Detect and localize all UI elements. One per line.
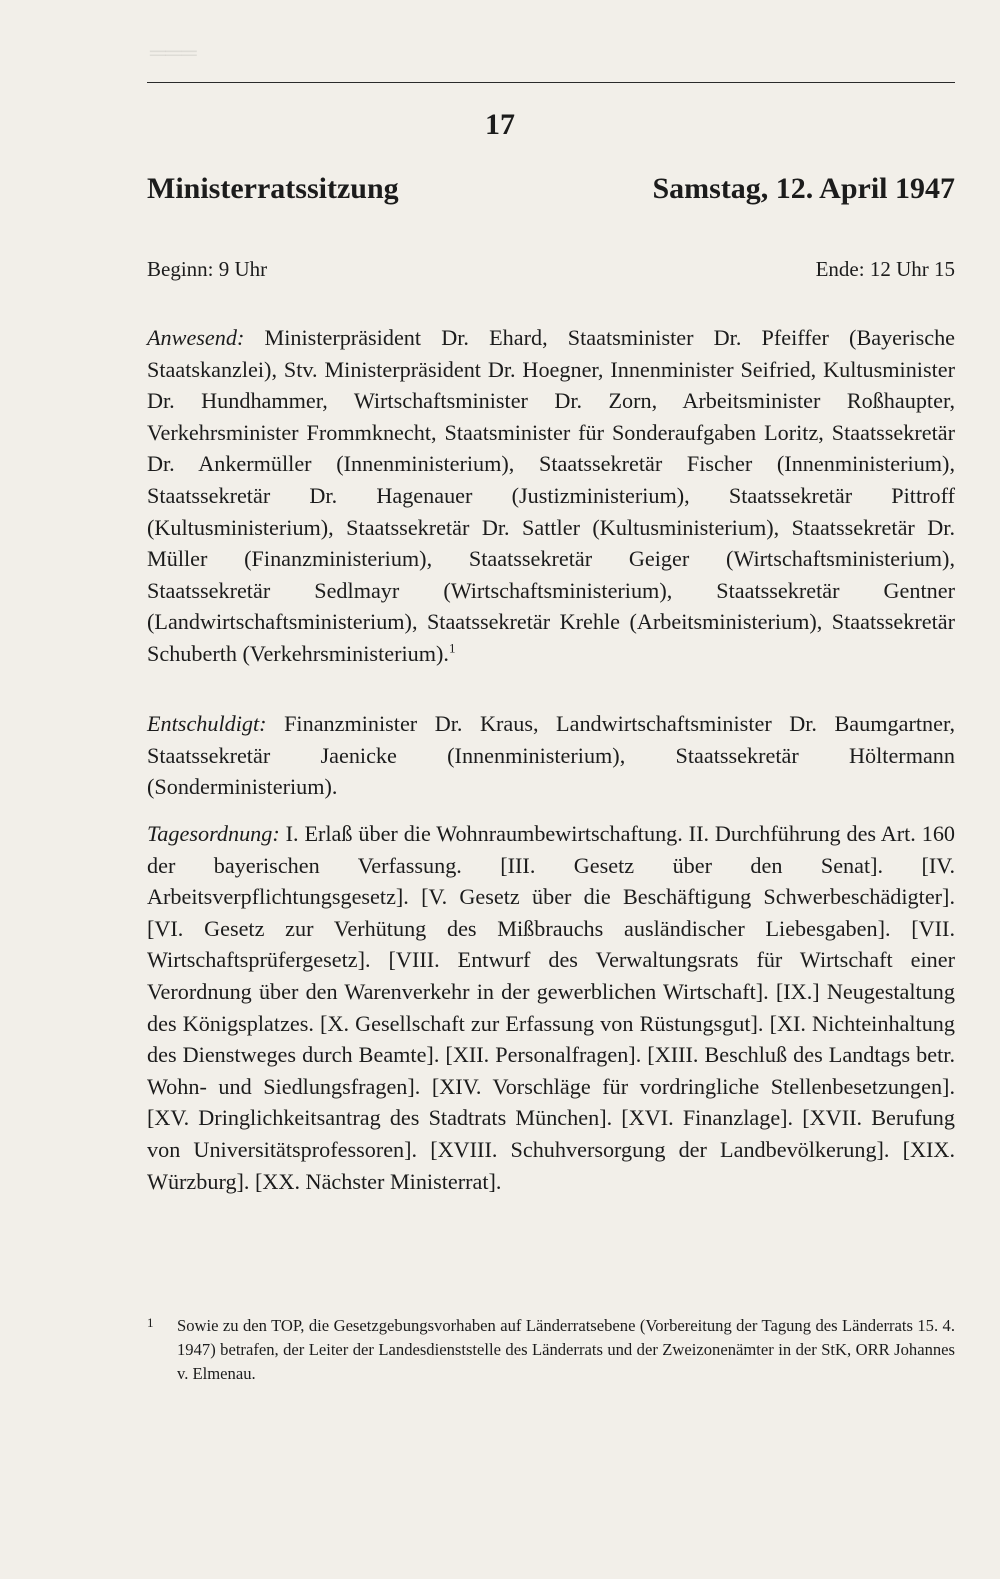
document-number: 17 [485,108,515,141]
present-list: Ministerpräsident Dr. Ehard, Staatsminister Dr. Pfeiffer (Bayerische Staatskanzlei), Stv. Ministerpräsident Dr. Hoegner, Innenminister Seifried, Kultusminister Dr. Hundhammer, Wirtschaftsminister Dr. Zorn, Arbeitsminister Roßhaupter, Verkehrsminister Frommknecht, Staatsminister für Sonderaufgaben Loritz, Staatssekretär Dr. Ankermüller (Innenministerium), Staatssekretär Fischer (Innenministerium), Staatssekretär Dr. Hagenauer (Justizministerium), Staatssekretär Pittroff (Kultusministerium), Staatssekretär Dr. Sattler (Kultusministerium), Staatssekretär Dr. Müller (Finanzministerium), Staatssekretär Geiger (Wirtschaftsministerium), Staatssekretär Sedlmayr (Wirtschaftsministerium), Staatssekretär Gentner (Landwirtschaftsministerium), Staatssekretär Krehle (Arbeitsministerium), Staatssekretär Schuberth (Verkehrsministerium). [147,325,956,666]
footnote-reference: 1 [448,640,456,656]
document-date: Samstag, 12. April 1947 [652,172,955,205]
excused-label: Entschuldigt: [147,711,267,736]
excused-list: Finanzminister Dr. Kraus, Landwirtschaftsminister Dr. Baumgartner, Staatssekretär Jaenicke (Innenministerium), Staatssekretär Höltermann (Sonderministerium). [147,711,955,800]
session-times [147,257,955,282]
document-title: Ministerratssitzung [147,172,399,205]
header-rule [147,82,955,83]
present-paragraph [147,322,955,670]
agenda-paragraph [147,818,955,1197]
session-start: Beginn: 9 Uhr [147,257,268,281]
footnote-marker: 1 [147,1315,154,1330]
agenda-label: Tagesordnung: [147,821,280,846]
show-through-mark: ═══ [150,40,197,65]
agenda-items: I. Erlaß über die Wohnraumbewirtschaftung. II. Durchführung des Art. 160 der bayerischen Verfassung. [III. Gesetz über den Senat]. [IV. Arbeitsverpflichtungsgesetz]. [V. Gesetz über die Beschäftigung Schwerbeschädigter]. [VI. Gesetz zur Verhütung des Mißbrauchs ausländischer Liebesgaben]. [VII. Wirtschaftsprüfergesetz]. [VIII. Entwurf des Verwaltungsrats für Wirtschaft einer Verordnung über den Warenverkehr in der gewerblichen Wirtschaft]. [IX.] Neugestaltung des Königsplatzes. [X. Gesellschaft zur Erfassung von Rüstungsgut]. [XI. Nichteinhaltung des Dienstweges durch Beamte]. [XII. Personalfragen]. [XIII. Beschluß des Landtags betr. Wohn- und Siedlungsfragen]. [XIV. Vorschläge für vordringliche Stellenbesetzungen]. [XV. Dringlichkeitsantrag des Stadtrats München]. [XVI. Finanzlage]. [XVII. Berufung von Universitätsprofessoren]. [XVIII. Schuhversorgung der Landbevölkerung]. [XIX. Würzburg]. [XX. Nächster Ministerrat]. [147,821,956,1194]
footnote [147,1314,955,1385]
excused-paragraph [147,708,955,803]
footnote-text: Sowie zu den TOP, die Gesetzgebungsvorhaben auf Länderratsebene (Vorbereitung der Tagung des Länderrats 15. 4. 1947) betrafen, der Leiter der Landesdienststelle des Länderrats und der Zweizonenämter in der StK, ORR Johannes v. Elmenau. [177,1316,955,1383]
document-heading [147,172,955,206]
session-end: Ende: 12 Uhr 15 [815,257,955,281]
present-label: Anwesend: [147,325,245,350]
